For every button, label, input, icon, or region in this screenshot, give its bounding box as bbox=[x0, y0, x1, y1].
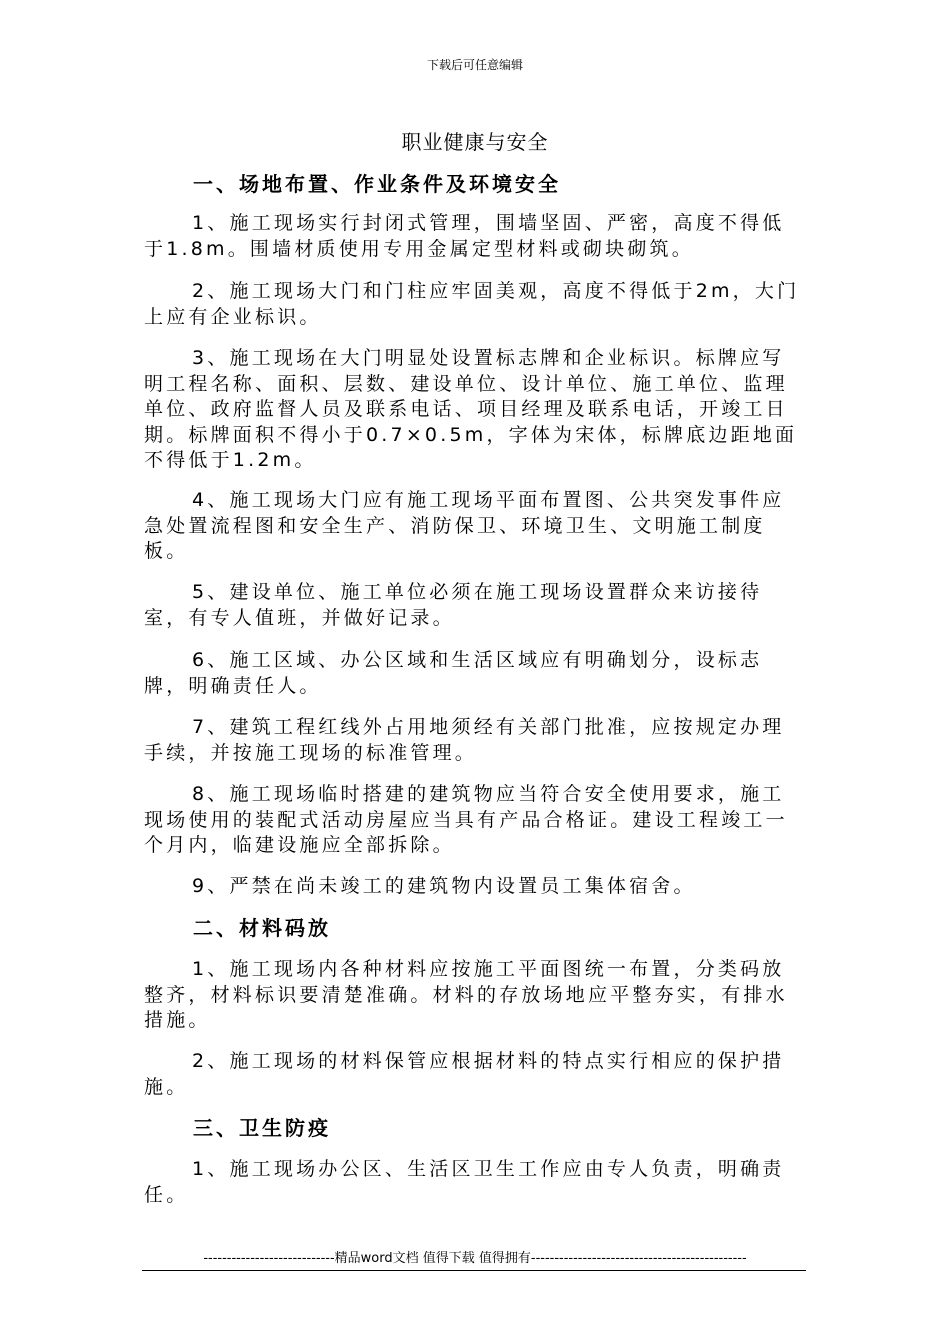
paragraph-1-8: 8、施工现场临时搭建的建筑物应当符合安全使用要求，施工现场使用的装配式活动房屋应当具有产品合格证。建设工程竣工一个月内，临建设施应全部拆除。 bbox=[144, 783, 788, 856]
paragraph-1-9: 9、严禁在尚未竣工的建筑物内设置员工集体宿舍。 bbox=[192, 875, 696, 897]
paragraph-1-7: 7、建筑工程红线外占用地须经有关部门批准，应按规定办理手续，并按施工现场的标准管理。 bbox=[144, 716, 785, 764]
paragraph-1-3: 3、施工现场在大门明显处设置标志牌和企业标识。标牌应写明工程名称、面积、层数、建设单位、设计单位、施工单位、监理单位、政府监督人员及联系电话、项目经理及联系电话，开竣工日期。标牌面积不得小于0.7×0.5m，字体为宋体，标牌底边距地面不得低于1.2m。 bbox=[144, 347, 798, 471]
section-heading-2: 二、材料码放 bbox=[193, 916, 331, 940]
paragraph-1-1: 1、施工现场实行封闭式管理，围墙坚固、严密，高度不得低于1.8m。围墙材质使用专用金属定型材料或砌块砌筑。 bbox=[144, 212, 785, 260]
footer-divider bbox=[142, 1270, 806, 1271]
paragraph-1-4: 4、施工现场大门应有施工现场平面布置图、公共突发事件应急处置流程图和安全生产、消防保卫、环境卫生、文明施工制度板。 bbox=[144, 489, 785, 562]
paragraph-2-1: 1、施工现场内各种材料应按施工平面图统一布置，分类码放整齐，材料标识要清楚准确。材料的存放场地应平整夯实，有排水措施。 bbox=[144, 958, 788, 1031]
document-title: 职业健康与安全 bbox=[401, 130, 549, 154]
section-heading-1: 一、场地布置、作业条件及环境安全 bbox=[193, 172, 561, 196]
section-heading-3: 三、卫生防疫 bbox=[193, 1116, 331, 1140]
paragraph-1-2: 2、施工现场大门和门柱应牢固美观，高度不得低于2m，大门上应有企业标识。 bbox=[144, 280, 800, 328]
paragraph-1-6: 6、施工区域、办公区域和生活区域应有明确划分，设标志牌，明确责任人。 bbox=[144, 649, 763, 697]
header-note: 下载后可任意编辑 bbox=[426, 58, 523, 72]
paragraph-1-5: 5、建设单位、施工单位必须在施工现场设置群众来访接待室，有专人值班，并做好记录。 bbox=[144, 581, 763, 629]
paragraph-3-1: 1、施工现场办公区、生活区卫生工作应由专人负责，明确责任。 bbox=[144, 1158, 785, 1206]
footer-text: ----------------------------精品word文档 值得下载 值得拥有---------------------------------------------- bbox=[203, 1251, 747, 1266]
paragraph-2-2: 2、施工现场的材料保管应根据材料的特点实行相应的保护措施。 bbox=[144, 1050, 785, 1098]
